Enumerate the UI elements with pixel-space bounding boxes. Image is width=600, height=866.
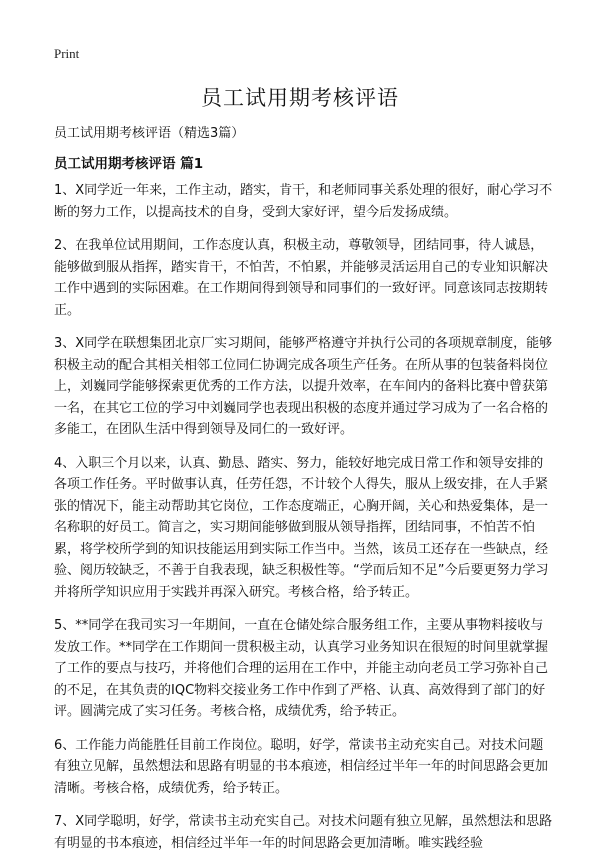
paragraph-7: 7、X同学聪明，好学，常读书主动充实自己。对技术问题有独立见解，虽然想法和思路有明显的书本痕迹，相信经过半年一年的时间思路会更加清晰。唯实践经验 <box>54 814 553 851</box>
section-heading: 员工试用期考核评语 篇1 <box>54 156 204 172</box>
paragraph-5: 5、**同学在我司实习一年期间，一直在仓储处综合服务组工作，主要从事物料接收与发放工作。**同学在工作期间一贯积极主动，认真学习业务知识在很短的时间里就掌握了工作的要点与技巧，并将他们合理的运用在工作中，并能主动向老员工学习弥补自己的不足，在其负责的IQC物料交接业务工作中作到了严格、认真、高效得到了部门的好评。圆满完成了实习任务。考核合格，成绩优秀，给予转正。 <box>54 618 549 719</box>
document-body <box>54 180 554 866</box>
print-link[interactable]: Print <box>54 46 80 61</box>
paragraph-3: 3、X同学在联想集团北京厂实习期间，能够严格遵守并执行公司的各项规章制度，能够积极主动的配合其相关相邻工位同仁协调完成各项生产任务。在所从事的包装备料岗位上，刘巍同学能够探索更优秀的工作方法，以提升效率，在车间内的备料比赛中曾获第一名，在其它工位的学习中刘巍同学也表现出积极的态度并通过学习成为了一名合格的多能工，在团队生活中得到领导及同仁的一致好评。 <box>54 336 553 437</box>
paragraph-4: 4、入职三个月以来，认真、勤恳、踏实、努力，能较好地完成日常工作和领导安排的各项工作任务。平时做事认真，任劳任怨，不计较个人得失，服从上级安排，在人手紧张的情况下，能主动帮助其它岗位，工作态度端正，心胸开阔，关心和热爱集体，是一名称职的好员工。简言之，实习期间能够做到服从领导指挥，团结同事，不怕苦不怕累，将学校所学到的知识技能运用到实际工作当中。当然，该员工还存在一些缺点，经验、阅历较缺乏，不善于自我表现，缺乏积极性等。“学而后知不足”今后要更努力学习并将所学知识应用于实践并再深入研究。考核合格，给予转正。 <box>54 455 549 600</box>
paragraph-2: 2、在我单位试用期间，工作态度认真，积极主动，尊敬领导，团结同事，待人诚恳，能够做到服从指挥，踏实肯干，不怕苦，不怕累，并能够灵活运用自己的专业知识解决工作中遇到的实际困难。在工作期间得到领导和同事们的一致好评。同意该同志按期转正。 <box>54 238 549 318</box>
paragraph-6: 6、工作能力尚能胜任目前工作岗位。聪明，好学，常读书主动充实自己。对技术问题有独立见解，虽然想法和思路有明显的书本痕迹，相信经过半年一年的时间思路会更加清晰。考核合格，成绩优秀，给予转正。 <box>54 737 549 796</box>
document-title: 员工试用期考核评语 <box>201 86 399 110</box>
document-subtitle: 员工试用期考核评语（精选3篇） <box>54 126 245 141</box>
paragraph-1: 1、X同学近一年来，工作主动，踏实，肯干，和老师同事关系处理的很好，耐心学习不断的努力工作，以提高技术的自身，受到大家好评，望今后发扬成绩。 <box>54 183 553 220</box>
